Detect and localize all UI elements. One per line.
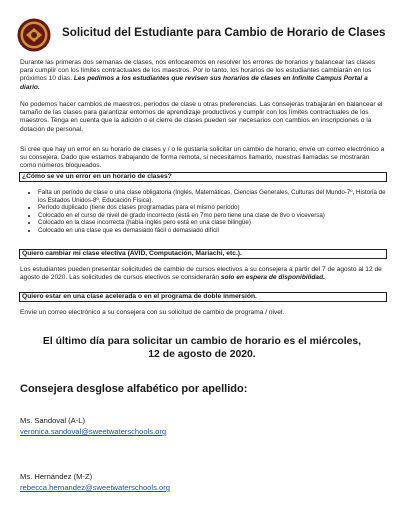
list-item: • Colocado en una clase que es demasiado fácil o demasiado difícil — [38, 227, 388, 235]
school-seal-logo — [17, 18, 51, 52]
elective-emphasis: solo en espera de disponibilidad. — [220, 274, 325, 282]
intro-p1-emphasis: Les pedimos a los estudiantes que revisen sus horarios de clases en Infinite Campus Portal a diario. — [20, 75, 368, 91]
error-list — [30, 189, 388, 234]
list-item: • Período duplicado (tiene dos clases programadas para el mismo período) — [38, 204, 388, 212]
counselor-email-link[interactable]: rebecca.hernandez@sweetwaterschools.org — [20, 483, 170, 492]
page-title: Solicitud del Estudiante para Cambio de Horario de Clases — [62, 26, 386, 39]
elective-paragraph — [20, 266, 386, 282]
intro-paragraph-1 — [20, 59, 386, 92]
deadline-line-2: 12 de agosto de 2020. — [148, 349, 256, 360]
list-item: • Falta un período de clase o una clase obligatoria (Inglés, Matemáticas, Ciencias Generales, Culturas del Mundo-7º, Historia de los Estados Unidos-8º, Educación Física). — [38, 189, 388, 204]
elective-section-heading: Quiero cambiar mi clase electiva (AVID, Computación, Mariachi, etc.). — [19, 249, 387, 259]
dual-paragraph: Envíe un correo electrónico a su consejera con su solicitud de cambio de programa / nivel. — [20, 309, 285, 316]
intro-p1-text: Durante las primeras dos semanas de clases, nos enfocaremos en resolver los errores de horarios y balancear las clases para cumplir con los límites contractuales de los maestros. Por lo tanto, los horarios de los estudiantes cambiarán en los próximos 10 días. — [20, 59, 376, 83]
elective-text: Los estudiantes pueden presentar solicitudes de cambio de cursos electivos a su consejera a partir del 7 de agosto al 12 de agosto de 2020. Las solicitudes de cursos electivos se considerarán — [20, 266, 382, 282]
list-item: • Colocado en el curso de nivel de grado incorrecto (está en 7mo pero tiene una clase de 8vo o viceversa) — [38, 212, 388, 220]
counselor-name: Ms. Hernández (M-Z) — [20, 472, 93, 481]
dual-section-heading: Quiero estar en una clase acelerada o en el programa de doble inmersión. — [19, 292, 387, 302]
counselor-name: Ms. Sandoval (A-L) — [20, 416, 85, 425]
counselors-heading: Consejera desglose alfabético por apellido: — [20, 383, 248, 395]
counselor-email-link[interactable]: veronica.sandoval@sweetwaterschools.org — [20, 427, 167, 436]
list-item: • Colocado en la clase incorrecta (había inglés pero está en una clase bilingüe) — [38, 219, 388, 227]
intro-paragraph-3: Si cree que hay un error en su horario de clases y / o le gustaría solicitar un cambio de horario, envíe un correo electrónico a su consejera. Dado que estamos trabajando de forma remota, si necesitamos llamarlo, nuestras llamadas se mostrarán como números bloqueados. — [20, 146, 385, 170]
error-section-heading: ¿Cómo se ve un error en un horario de clases? — [19, 172, 387, 182]
intro-paragraph-2: No podemos hacer cambios de maestros, períodos de clase u otras preferencias. Las consejeras trabajarán en balancear el tamaño de las clases para garantizar entornos de aprendizaje productivos y cumplir con los límites contractuales de los maestros. Tenga en cuenta que la adición o el cierre de clases pueden ser necesarios con cambios en inscripciones o la dotación de personal. — [20, 101, 383, 133]
deadline-line-1: El último día para solicitar un cambio de horario es el miércoles, — [42, 336, 362, 347]
